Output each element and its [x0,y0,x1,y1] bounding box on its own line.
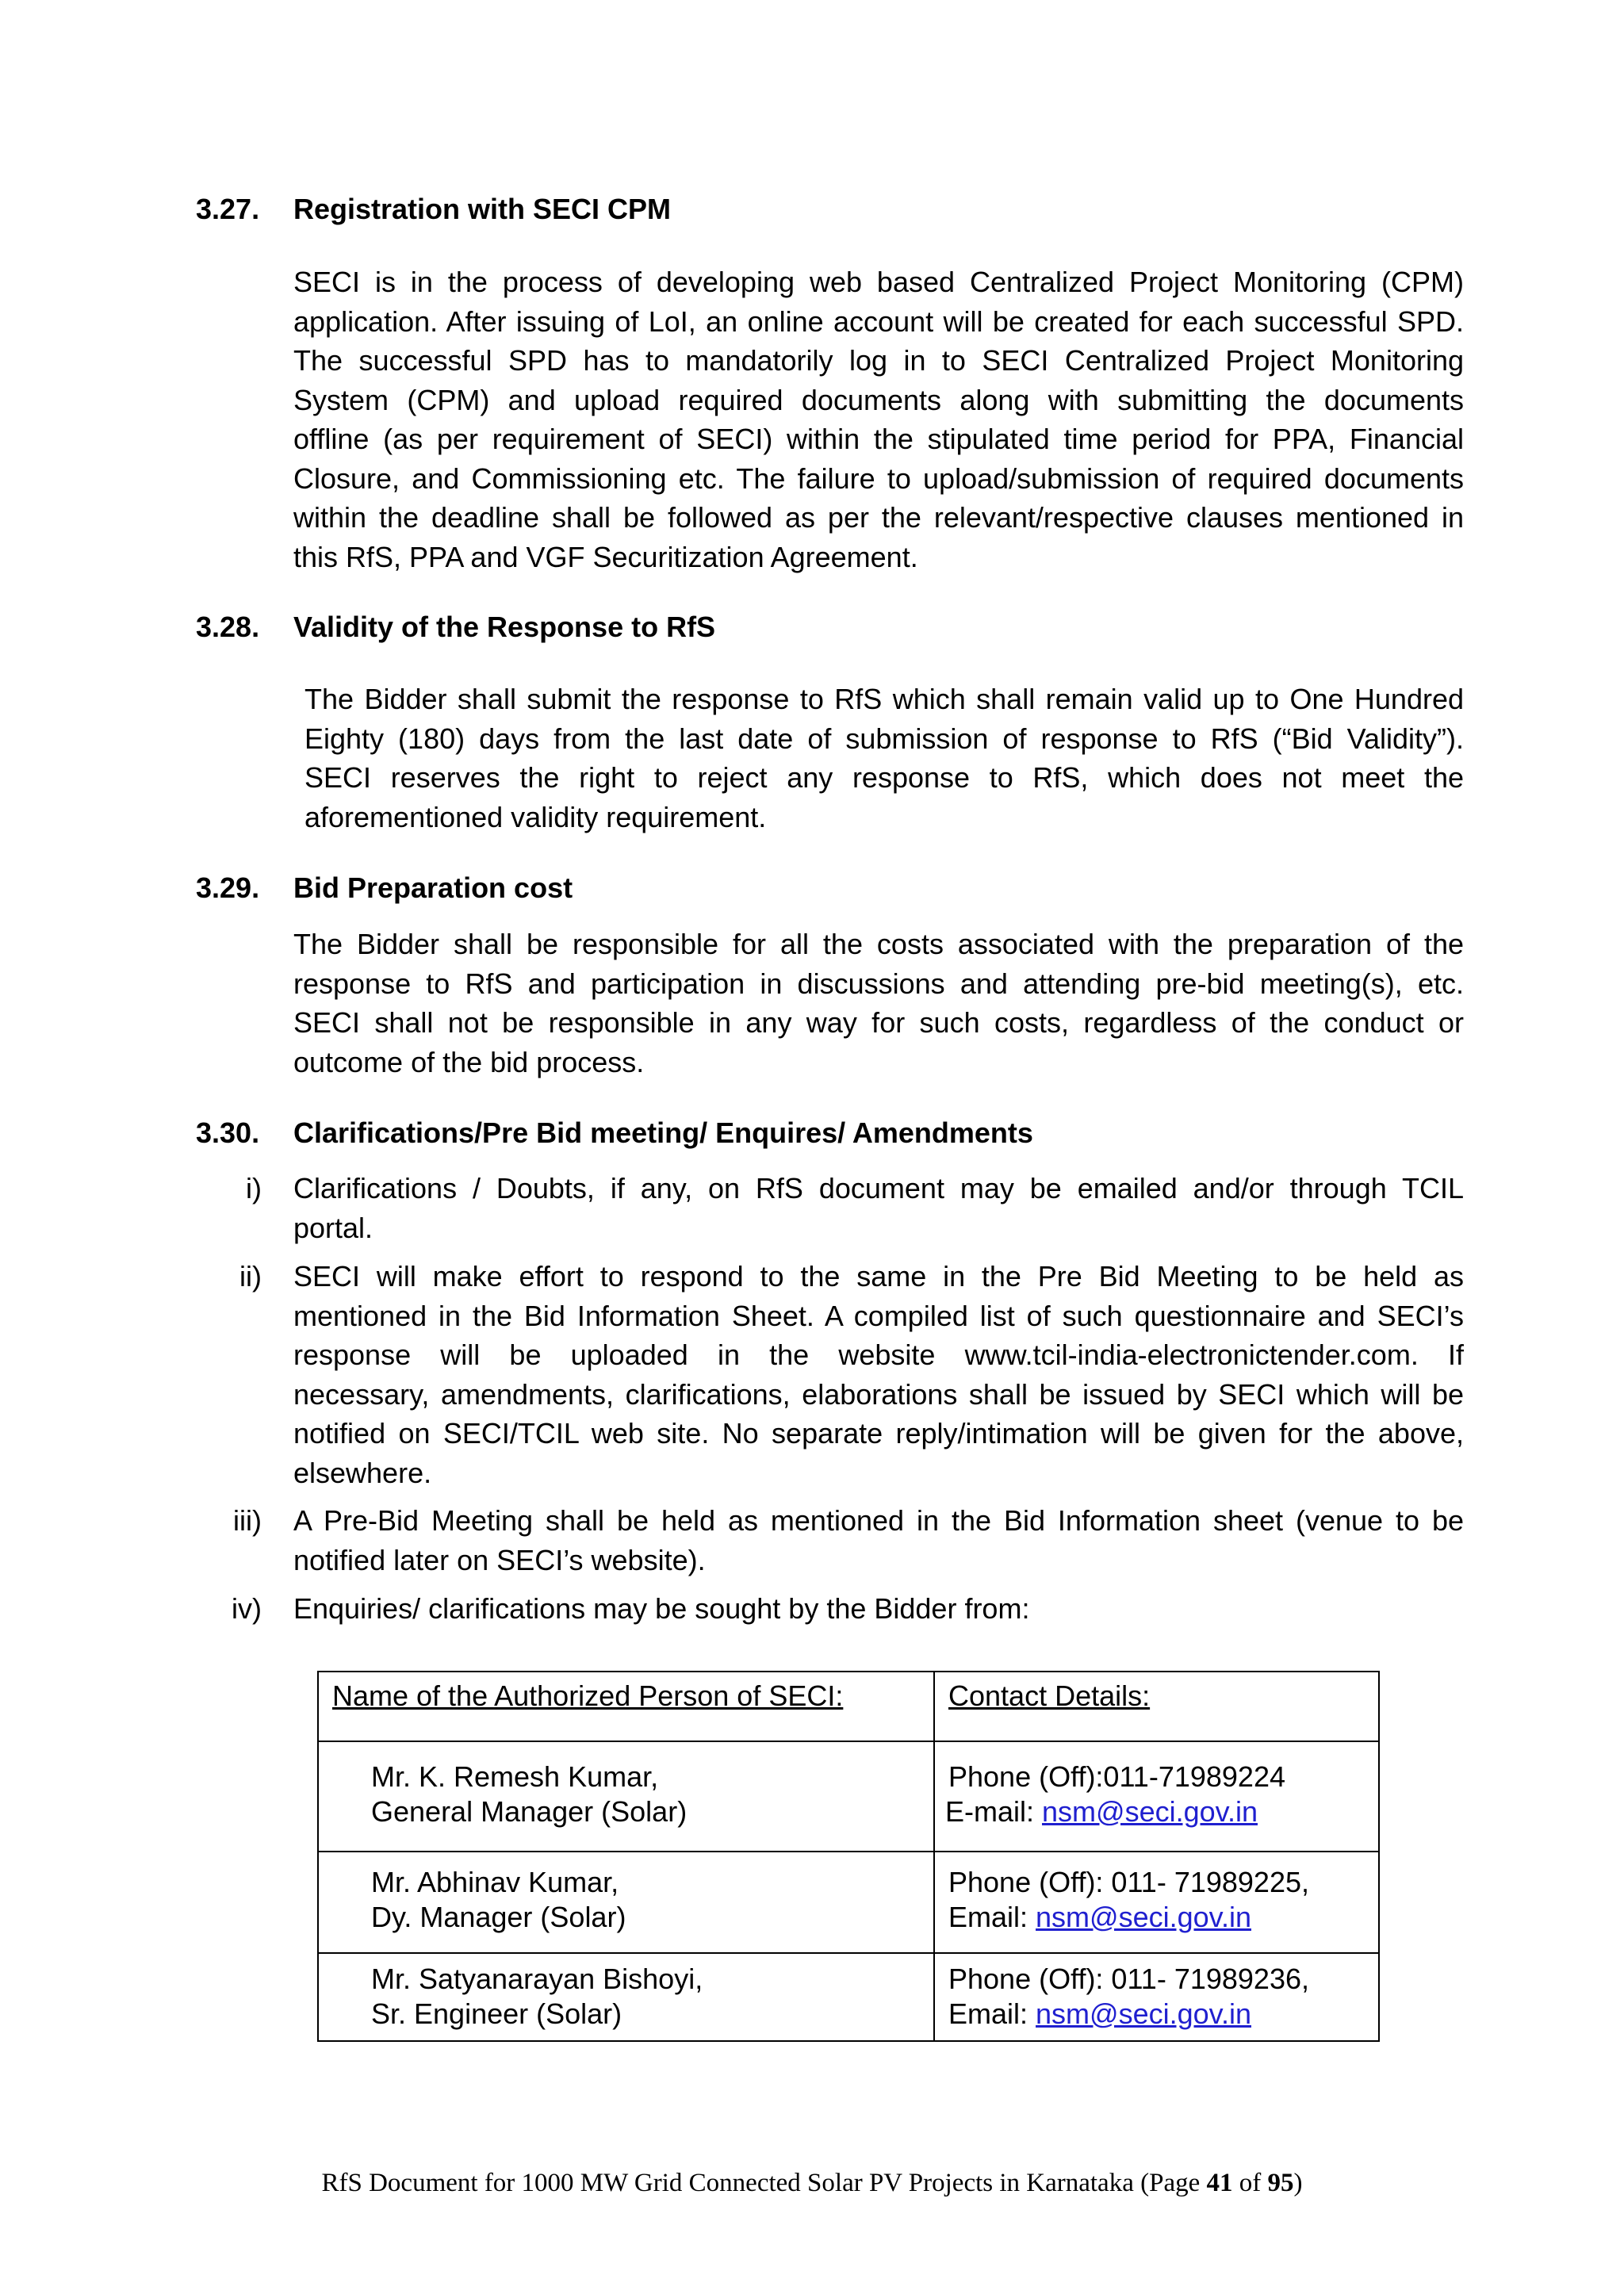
body-line: this RfS, PPA and VGF Securitization Agreement. [293,540,918,573]
body-line: outcome of the bid process. [293,1045,645,1078]
body-line: portal. [293,1211,373,1244]
body-line: within the deadline shall be followed as per the relevant/respective clauses mentioned in [293,501,1464,534]
phone-text: Phone (Off): 011- 71989225, [948,1866,1309,1898]
footer-page-number: 41 [1206,2169,1233,2197]
footer-of: of [1232,2169,1268,2197]
list-marker: ii) [239,1260,262,1293]
body-line: response will be uploaded in the website www.tcil-india-electronictender.com. If [293,1338,1464,1371]
person-designation: Sr. Engineer (Solar) [371,1997,622,2030]
body-line: Enquiries/ clarifications may be sought by the Bidder from: [293,1592,1030,1625]
person-designation: Dy. Manager (Solar) [371,1901,626,1933]
phone-text: Phone (Off): 011- 71989236, [948,1963,1309,1995]
section-number: 3.29. [196,871,260,904]
section-title: Validity of the Response to RfS [293,611,716,643]
contacts-table [317,1671,1380,2042]
body-line: mentioned in the Bid Information Sheet. A compiled list of such questionnaire and SECI’s [293,1299,1464,1332]
list-marker: i) [246,1172,262,1204]
section-number: 3.27. [196,193,260,225]
body-line: SECI shall not be responsible in any way for such costs, regardless of the conduct or [293,1006,1464,1039]
table-header-cell [934,1672,1379,1741]
body-line: response to RfS and participation in discussions and attending pre-bid meeting(s), etc. [293,967,1464,1000]
table-row [318,1852,1379,1953]
table-cell [934,1953,1379,2041]
table-cell [934,1741,1379,1852]
body-line: SECI reserves the right to reject any response to RfS, which does not meet the [304,761,1464,794]
body-line: elsewhere. [293,1456,432,1489]
email-label: E-mail: [945,1795,1043,1828]
body-line: necessary, amendments, clarifications, elaborations shall be issued by SECI which will be [293,1377,1464,1411]
body-line: notified on SECI/TCIL web site. No separate reply/intimation will be given for the above, [293,1417,1464,1450]
list-item-text [293,1169,1464,1247]
table-cell [318,1852,934,1953]
table-cell [934,1852,1379,1953]
body-line: System (CPM) and upload required documents along with submitting the documents [293,383,1464,416]
table-cell [318,1741,934,1852]
body-line: Eighty (180) days from the last date of submission of response to RfS (“Bid Validity”). [304,722,1464,755]
email-link[interactable]: nsm@seci.gov.in [1036,1997,1251,2030]
section-title: Registration with SECI CPM [293,193,672,225]
table-header-row [318,1672,1379,1741]
body-line: notified later on SECI’s website). [293,1543,706,1576]
section-3-28-body [304,680,1464,837]
section-number: 3.30. [196,1116,260,1149]
body-line: SECI will make effort to respond to the same in the Pre Bid Meeting to be held as [293,1260,1464,1293]
section-title: Clarifications/Pre Bid meeting/ Enquires/ Amendments [293,1116,1033,1149]
email-link[interactable]: nsm@seci.gov.in [1036,1901,1251,1933]
page-footer [0,2169,1624,2198]
body-line: A Pre-Bid Meeting shall be held as mentioned in the Bid Information sheet (venue to be [293,1504,1464,1537]
email-label: Email: [948,1997,1036,2030]
person-designation: General Manager (Solar) [371,1795,688,1828]
phone-text: Phone (Off):011-71989224 [948,1760,1285,1793]
person-name: Mr. Satyanarayan Bishoyi, [371,1963,703,1995]
body-line: The Bidder shall submit the response to RfS which shall remain valid up to One Hundred [304,683,1464,715]
footer-text: RfS Document for 1000 MW Grid Connected Solar PV Projects in Karnataka (Page [321,2169,1207,2197]
footer-page-total: 95 [1267,2169,1294,2197]
person-name: Mr. K. Remesh Kumar, [371,1760,659,1793]
section-number: 3.28. [196,611,260,643]
person-name: Mr. Abhinav Kumar, [371,1866,619,1898]
list-item-text [293,1501,1464,1580]
section-3-27-body [293,262,1464,576]
list-item-text [293,1589,1464,1629]
list-marker: iii) [233,1504,262,1537]
header-name: Name of the Authorized Person of SECI: [332,1679,844,1712]
body-line: The Bidder shall be responsible for all the costs associated with the preparation of the [293,928,1464,960]
table-row [318,1741,1379,1852]
section-title: Bid Preparation cost [293,871,573,904]
header-contact: Contact Details: [948,1679,1151,1712]
email-link[interactable]: nsm@seci.gov.in [1042,1795,1258,1828]
body-line: aforementioned validity requirement. [304,800,767,833]
body-line: Closure, and Commissioning etc. The failure to upload/submission of required documents [293,461,1464,495]
list-item-text [293,1257,1464,1492]
email-label: Email: [948,1901,1036,1933]
table-row [318,1953,1379,2041]
body-line: Clarifications / Doubts, if any, on RfS document may be emailed and/or through TCIL [293,1172,1464,1204]
section-3-29-body [293,925,1464,1082]
body-line: The successful SPD has to mandatorily log in to SECI Centralized Project Monitoring [293,344,1464,377]
body-line: offline (as per requirement of SECI) within the stipulated time period for PPA, Financial [293,423,1464,455]
table-cell [318,1953,934,2041]
table-header-cell [318,1672,934,1741]
body-line: SECI is in the process of developing web based Centralized Project Monitoring (CPM) [293,266,1464,298]
footer-close: ) [1293,2169,1303,2197]
list-marker: iv) [232,1592,262,1625]
body-line: application. After issuing of LoI, an online account will be created for each successful SPD. [293,304,1464,338]
